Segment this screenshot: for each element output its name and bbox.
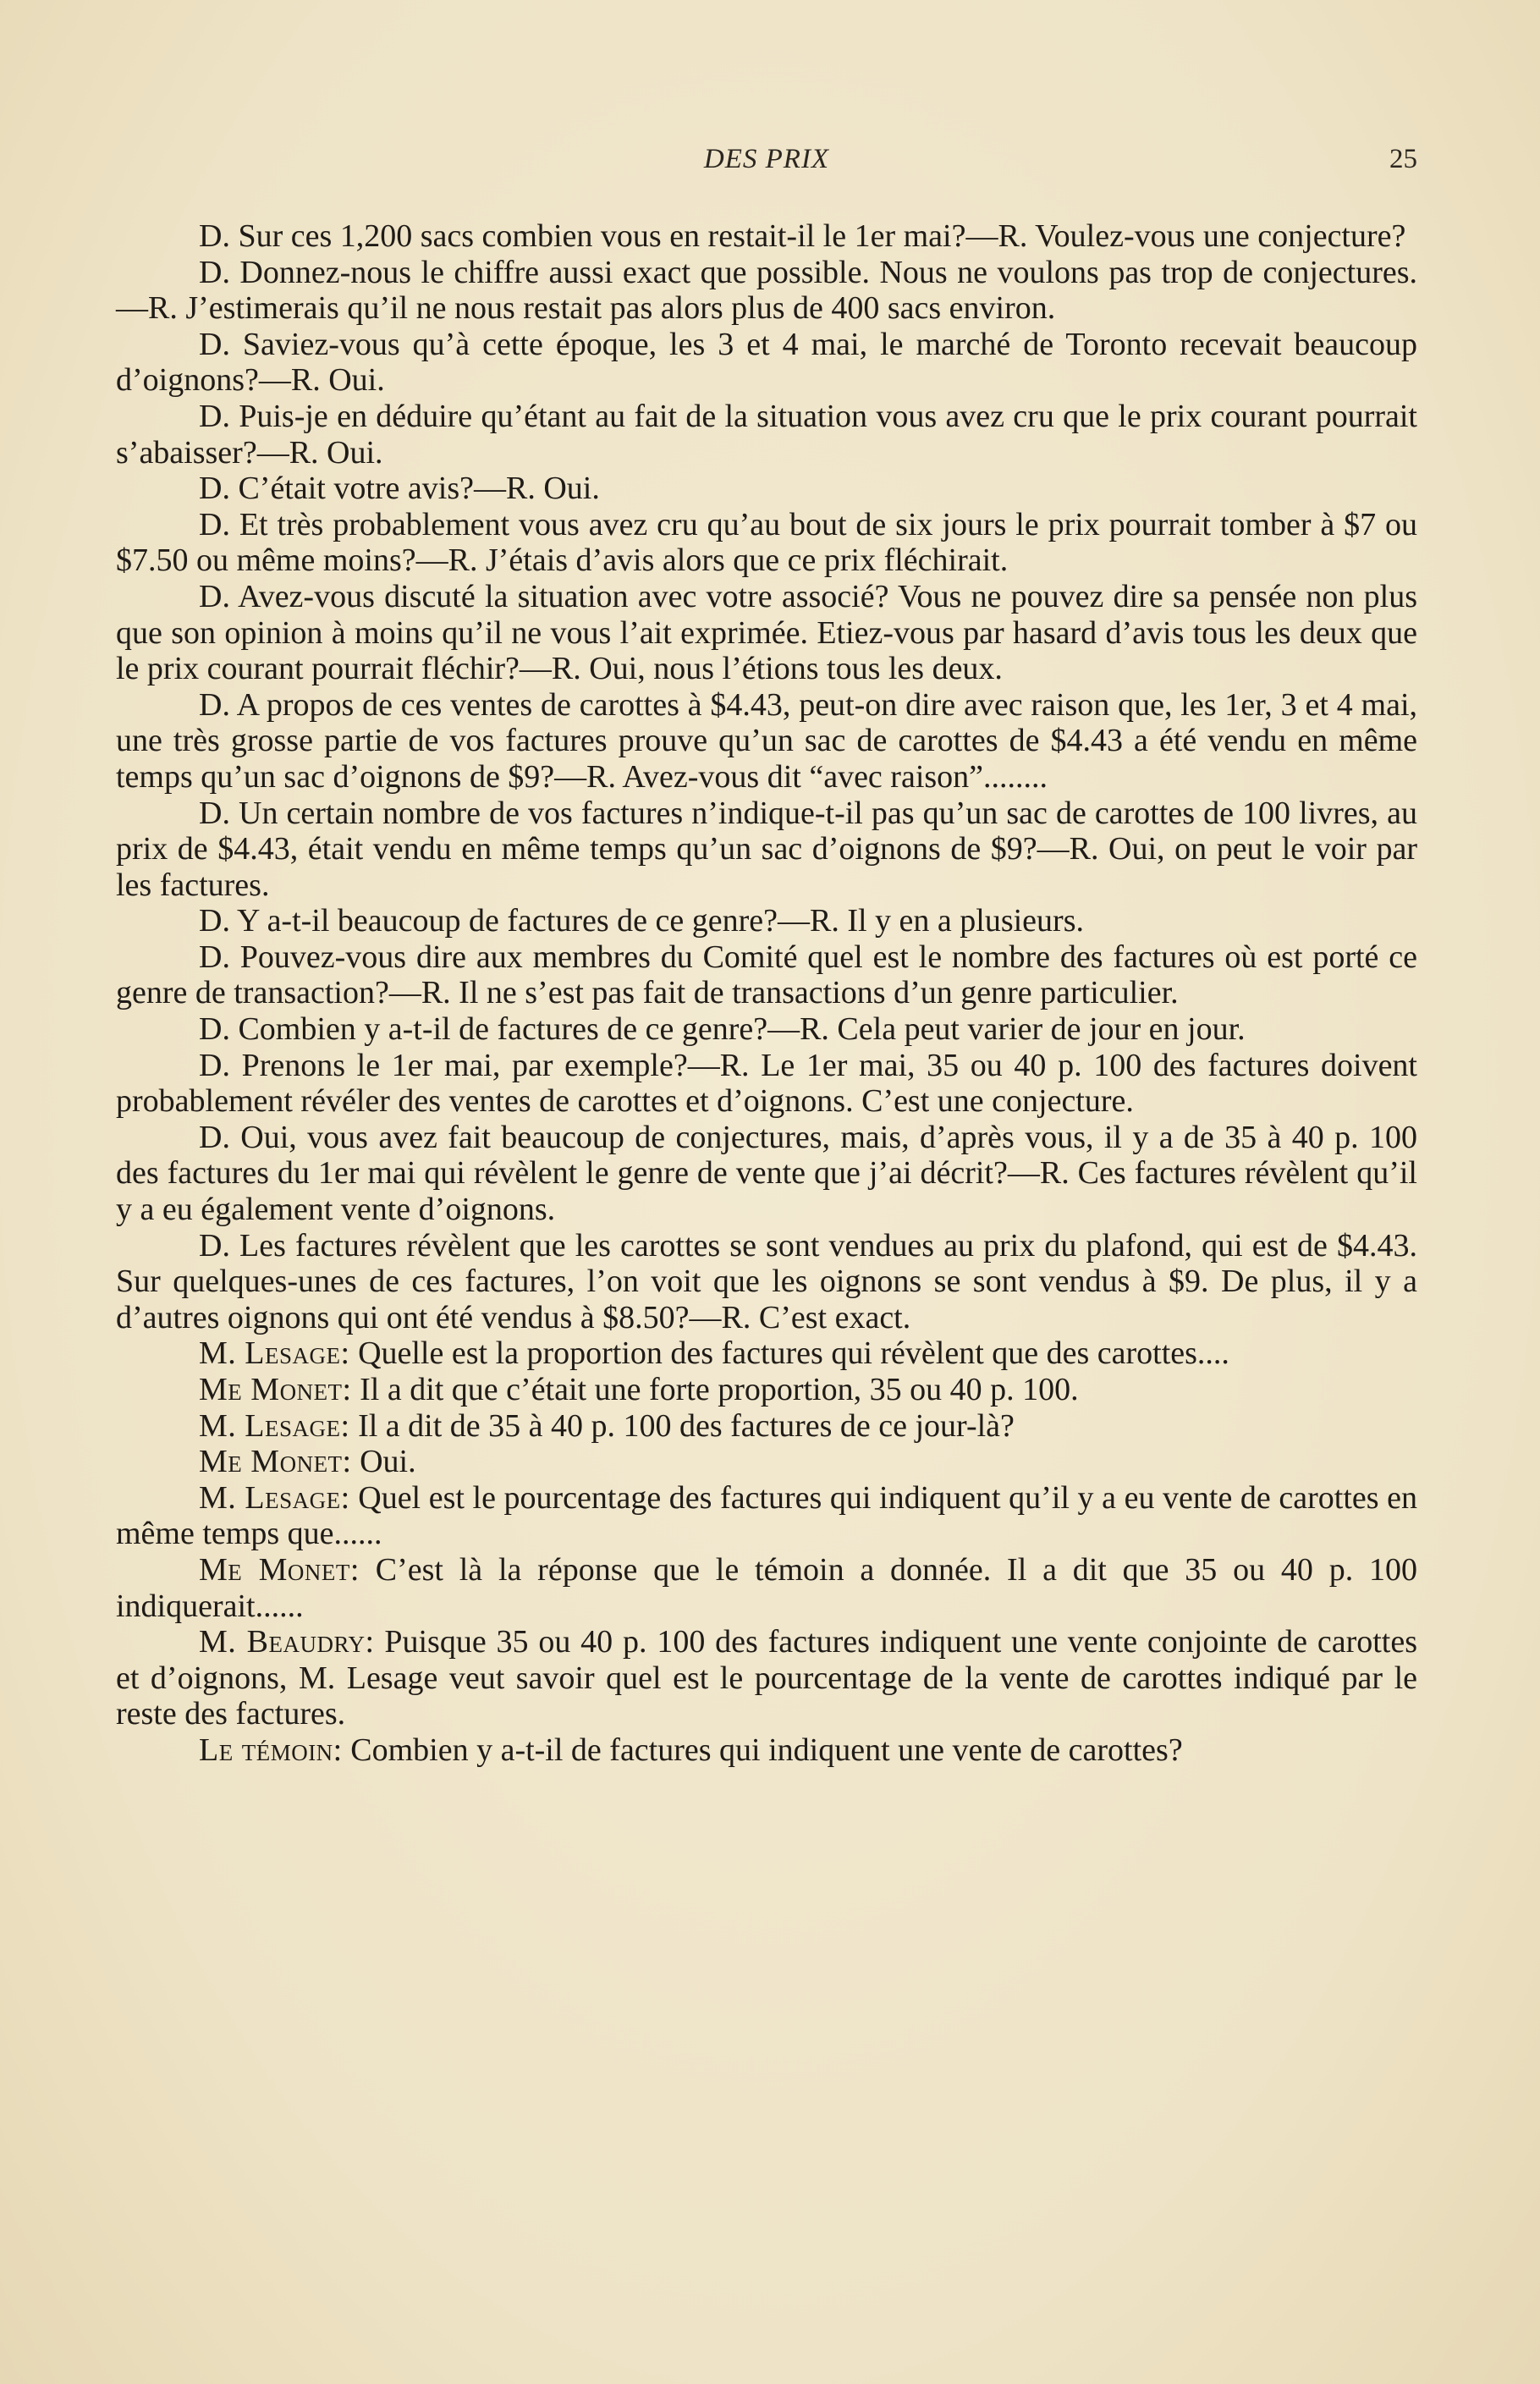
dialogue-paragraph — [116, 1335, 1417, 1372]
body-text — [116, 218, 1417, 1769]
paragraph: D. Oui, vous avez fait beaucoup de conjectures, mais, d’après vous, il y a de 35 à 40 p. 100 des factures du 1er mai qui révèlent le genre de vente que j’ai décrit?—R. Ces factures révèlent qu’il y a eu également vente d’oignons. — [116, 1119, 1417, 1228]
dialogue-paragraph — [116, 1624, 1417, 1732]
dialogue-text: Quel est le pourcentage des factures qui indiquent qu’il y a eu vente de carottes en même temps que...... — [116, 1479, 1417, 1552]
paragraph: D. Puis-je en déduire qu’étant au fait de la situation vous avez cru que le prix courant pourrait s’abaisser?—R. Oui. — [116, 398, 1417, 471]
dialogue-text: Il a dit de 35 à 40 p. 100 des factures de ce jour-là? — [349, 1407, 1015, 1444]
page-header — [116, 144, 1417, 186]
paragraph: D. C’était votre avis?—R. Oui. — [199, 471, 600, 507]
paragraph: D. Pouvez-vous dire aux membres du Comité quel est le nombre des factures où est porté ce genre de transaction?—R. Il ne s’est pas fait de transactions d’un genre particulier. — [116, 939, 1417, 1011]
paragraph: D. Avez-vous discuté la situation avec votre associé? Vous ne pouvez dire sa pensée non plus que son opinion à moins qu’il ne vous l’ait exprimée. Etiez-vous par hasard d’avis tous les deux que le prix courant pourrait fléchir?—R. Oui, nous l’étions tous les deux. — [116, 578, 1417, 687]
dialogue-text: Combien y a-t-il de factures qui indiquent une vente de carottes? — [342, 1732, 1183, 1768]
paragraph: D. A propos de ces ventes de carottes à $4.43, peut-on dire avec raison que, les 1er, 3 et 4 mai, une très grosse partie de vos factures prouve qu’un sac de carottes de $4.43 a été vendu en même temps qu’un sac d’oignons de $9?—R. Avez-vous dit “avec raison”........ — [116, 686, 1417, 795]
dialogue-paragraph — [116, 1372, 1417, 1408]
speaker-name: Me Monet: — [199, 1444, 352, 1480]
dialogue-paragraph — [116, 1552, 1417, 1624]
speaker-name: Me Monet: — [199, 1372, 352, 1407]
paragraph: D. Les factures révèlent que les carottes se sont vendues au prix du plafond, qui est de $4.43. Sur quelques-unes de ces factures, l’on voit que les oignons se sont vendus à $9. De plus, il y a d’autres oignons qui ont été vendus à $8.50?—R. C’est exact. — [116, 1227, 1417, 1335]
dialogue-text: Il a dit que c’était une forte proportion, 35 ou 40 p. 100. — [351, 1372, 1079, 1407]
speaker-name: Me Monet: — [199, 1551, 360, 1588]
paragraph: D. Saviez-vous qu’à cette époque, les 3 et 4 mai, le marché de Toronto recevait beaucoup d’oignons?—R. Oui. — [116, 326, 1417, 399]
paragraph: D. Donnez-nous le chiffre aussi exact que possible. Nous ne voulons pas trop de conjectures.—R. J’estimerais qu’il ne nous restait pas alors plus de 400 sacs environ. — [116, 254, 1417, 327]
running-head: DES PRIX — [703, 144, 830, 174]
paragraph: D. Prenons le 1er mai, par exemple?—R. Le 1er mai, 35 ou 40 p. 100 des factures doivent probablement révéler des ventes de carottes et d’oignons. C’est une conjecture. — [116, 1047, 1417, 1120]
paragraph: D. Et très probablement vous avez cru qu’au bout de six jours le prix pourrait tomber à $7 ou $7.50 ou même moins?—R. J’étais d’avis alors que ce prix fléchirait. — [116, 506, 1417, 579]
speaker-name: Le témoin: — [199, 1732, 343, 1768]
speaker-name: M. Lesage: — [199, 1407, 350, 1444]
paragraph: D. Combien y a-t-il de factures de ce genre?—R. Cela peut varier de jour en jour. — [199, 1011, 1246, 1048]
speaker-name: M. Beaudry: — [199, 1624, 375, 1660]
dialogue-paragraph — [116, 1444, 1417, 1480]
speaker-name: M. Lesage: — [199, 1335, 350, 1372]
dialogue-paragraph — [116, 1480, 1417, 1552]
page-number: 25 — [1389, 144, 1417, 174]
dialogue-paragraph — [116, 1732, 1417, 1769]
dialogue-text: C’est là la réponse que le témoin a donnée. Il a dit que 35 ou 40 p. 100 indiquerait...... — [116, 1551, 1418, 1624]
dialogue-paragraph — [116, 1408, 1417, 1445]
speaker-name: M. Lesage: — [199, 1479, 350, 1516]
dialogue-text: Oui. — [351, 1444, 416, 1480]
paragraph: D. Sur ces 1,200 sacs combien vous en restait-il le 1er mai?—R. Voulez-vous une conjecture? — [199, 218, 1406, 254]
dialogue-text: Puisque 35 ou 40 p. 100 des factures indiquent une vente conjointe de carottes et d’oignons, M. Lesage veut savoir quel est le pourcentage de la vente de carottes indiqué par le reste des factures. — [116, 1624, 1417, 1732]
paragraph: D. Un certain nombre de vos factures n’indique-t-il pas qu’un sac de carottes de 100 livres, au prix de $4.43, était vendu en même temps qu’un sac d’oignons de $9?—R. Oui, on peut le voir par les factures. — [116, 795, 1417, 903]
paragraph: D. Y a-t-il beaucoup de factures de ce genre?—R. Il y en a plusieurs. — [199, 903, 1084, 939]
dialogue-text: Quelle est la proportion des factures qui révèlent que des carottes.... — [349, 1335, 1229, 1372]
